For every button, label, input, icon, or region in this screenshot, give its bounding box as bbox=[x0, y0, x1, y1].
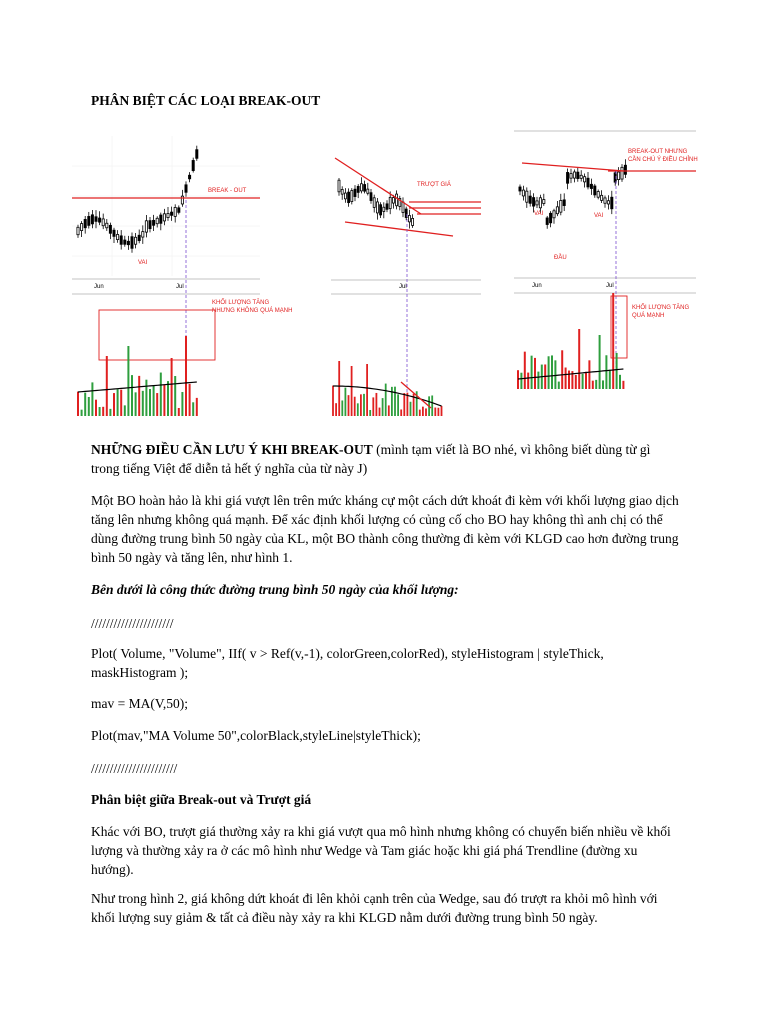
candle-body bbox=[81, 224, 83, 231]
candle-body bbox=[556, 207, 558, 214]
candle-body bbox=[412, 218, 414, 225]
volume-bar bbox=[385, 384, 387, 416]
volume-bars bbox=[77, 336, 198, 416]
volume-bar bbox=[372, 397, 374, 416]
candle-body bbox=[567, 172, 569, 183]
volume-bar bbox=[109, 409, 111, 416]
volume-bar bbox=[95, 400, 97, 416]
volume-bar bbox=[185, 336, 187, 416]
volume-bar bbox=[338, 361, 340, 416]
candle-body bbox=[553, 211, 555, 218]
volume-bar bbox=[332, 386, 334, 416]
candle-body bbox=[546, 218, 548, 225]
axis-jul: Jul bbox=[399, 284, 407, 290]
candle-body bbox=[348, 192, 350, 202]
volume-bar bbox=[578, 329, 580, 389]
candle-body bbox=[360, 184, 362, 191]
volume-bar bbox=[388, 405, 390, 416]
candle-body bbox=[550, 213, 552, 223]
paragraph-1-body: (mình tạm viết là BO nhé, vì không biết dùng từ gì trong tiếng Việt để diễn tả hết ý nghĩa của từ này J) bbox=[91, 442, 651, 476]
candle-body bbox=[341, 189, 343, 194]
candle-body bbox=[149, 221, 151, 229]
volume-bar bbox=[619, 375, 621, 389]
volume-bar bbox=[394, 387, 396, 416]
figures-row bbox=[0, 128, 768, 418]
document-title: PHÂN BIỆT CÁC LOẠI BREAK-OUT bbox=[91, 93, 321, 108]
price-candles bbox=[77, 146, 198, 253]
volume-bar bbox=[149, 389, 151, 416]
candle-body bbox=[587, 178, 589, 187]
candle-body bbox=[573, 172, 575, 178]
paragraph-4: Khác với BO, trượt giá thường xảy ra khi giá vượt qua mô hình nhưng không có chuyển biến nhiều về khối lượng và thường xảy ra ở các mô hình như Wedge và Tam giác hoặc khi giá phá Trendline (đường xu hướng). bbox=[91, 824, 671, 877]
candle-body bbox=[370, 193, 372, 201]
candle-body bbox=[594, 186, 596, 195]
volume-bar bbox=[441, 406, 443, 416]
figure-2-svg bbox=[331, 156, 481, 418]
volume-bar bbox=[612, 293, 614, 389]
volume-bar bbox=[345, 388, 347, 416]
candle-body bbox=[364, 185, 366, 192]
candle-body bbox=[618, 172, 620, 180]
candle-body bbox=[389, 197, 391, 208]
volume-bar bbox=[360, 394, 362, 416]
candle-body bbox=[607, 201, 609, 204]
candle-body bbox=[577, 172, 579, 178]
volume-bar bbox=[403, 393, 405, 416]
candle-body bbox=[543, 200, 545, 204]
candle-body bbox=[536, 201, 538, 205]
volume-bar bbox=[379, 408, 381, 416]
volume-bar bbox=[102, 407, 104, 416]
candle-body bbox=[560, 200, 562, 212]
volume-ma-line bbox=[518, 369, 623, 379]
candle-body bbox=[408, 215, 410, 221]
candle-body bbox=[354, 189, 356, 196]
figure-1-breakout-chart bbox=[72, 136, 293, 418]
figure-3-headshoulders-chart bbox=[514, 131, 696, 418]
volume-bar bbox=[113, 393, 115, 416]
candle-body bbox=[367, 189, 369, 193]
volume-bar bbox=[167, 381, 169, 416]
volume-bar bbox=[434, 408, 436, 416]
candle-body bbox=[163, 214, 165, 221]
figure-3-svg bbox=[514, 131, 696, 418]
volume-bar bbox=[561, 350, 563, 389]
axis-jun: Jun bbox=[94, 284, 104, 290]
axis-jul: Jul bbox=[176, 284, 184, 290]
volume-bar bbox=[524, 352, 526, 389]
candle-body bbox=[386, 204, 388, 209]
volume-bar bbox=[88, 397, 90, 416]
volume-bar bbox=[160, 373, 162, 416]
dau-label: ĐẦU bbox=[554, 255, 567, 261]
volume-bar bbox=[425, 408, 427, 416]
slip-label: TRƯỢT GIÁ bbox=[417, 182, 451, 188]
candle-body bbox=[338, 180, 340, 192]
volume-bar bbox=[582, 374, 584, 389]
candle-body bbox=[178, 208, 180, 213]
volume-bar bbox=[585, 372, 587, 389]
volume-bar bbox=[419, 410, 421, 416]
axis-jun: Jun bbox=[532, 283, 542, 289]
volume-bar bbox=[124, 405, 126, 416]
volume-bar bbox=[369, 410, 371, 416]
volume-bar bbox=[622, 381, 624, 389]
volume-bars bbox=[332, 361, 442, 416]
volume-bar bbox=[153, 386, 155, 416]
volume-bar bbox=[397, 394, 399, 416]
candle-body bbox=[396, 194, 398, 206]
candle-body bbox=[120, 236, 122, 244]
volume-bar bbox=[363, 394, 365, 416]
candle-body bbox=[135, 237, 137, 244]
candle-body bbox=[138, 235, 140, 240]
volume-label-2: QUÁ MẠNH bbox=[632, 313, 665, 319]
volume-bar bbox=[99, 407, 101, 416]
volume-bar bbox=[174, 376, 176, 416]
candle-body bbox=[109, 225, 111, 233]
volume-ma-line bbox=[78, 382, 197, 392]
candle-body bbox=[584, 177, 586, 182]
volume-bar bbox=[400, 409, 402, 416]
volume-bar bbox=[602, 380, 604, 389]
candle-body bbox=[185, 185, 187, 192]
candle-body bbox=[373, 198, 375, 208]
volume-bar bbox=[609, 370, 611, 389]
vai-left: VAI bbox=[534, 211, 544, 217]
candle-body bbox=[153, 220, 155, 225]
candle-body bbox=[174, 207, 176, 216]
candle-body bbox=[563, 200, 565, 206]
candle-body bbox=[529, 196, 531, 203]
volume-bar bbox=[189, 384, 191, 416]
volume-bar bbox=[142, 391, 144, 416]
volume-bar bbox=[376, 393, 378, 416]
volume-label-1: KHỐI LƯỢNG TĂNG bbox=[632, 305, 690, 311]
volume-bar bbox=[163, 385, 165, 416]
volume-bar bbox=[537, 372, 539, 389]
candle-body bbox=[344, 193, 346, 199]
candle-body bbox=[117, 234, 119, 239]
candle-body bbox=[383, 207, 385, 211]
volume-bar bbox=[106, 356, 108, 416]
section-heading: Phân biệt giữa Break-out và Trượt giá bbox=[91, 792, 312, 807]
volume-bar bbox=[91, 382, 93, 416]
volume-bar bbox=[565, 368, 567, 389]
volume-bar bbox=[366, 364, 368, 416]
volume-bar bbox=[527, 373, 529, 389]
volume-bar bbox=[171, 358, 173, 416]
paragraph-2: Một BO hoàn hảo là khi giá vượt lên trên mức kháng cự một cách dứt khoát đi kèm với khối lượng giao dịch tăng lên nhưng không quá mạnh. Để xác định khối lượng có củng cố cho BO hay không thì anh chị có thể dùng đường trung bình 50 ngày của KL, một BO thành công thường đi kèm với KLGD cao hơn đường trung bình 50 ngày và tăng lên, như hình 1. bbox=[91, 493, 679, 565]
volume-bar bbox=[178, 408, 180, 416]
volume-box bbox=[99, 310, 215, 360]
candle-body bbox=[160, 215, 162, 223]
candle-body bbox=[77, 227, 79, 234]
volume-bar bbox=[335, 403, 337, 416]
volume-bar bbox=[605, 355, 607, 389]
volume-bar bbox=[431, 395, 433, 416]
candle-body bbox=[171, 212, 173, 215]
candle-body bbox=[131, 237, 133, 249]
volume-bar bbox=[351, 366, 353, 416]
candle-body bbox=[580, 175, 582, 178]
candle-body bbox=[145, 221, 147, 232]
volume-bar bbox=[568, 371, 570, 389]
volume-bar bbox=[534, 358, 536, 389]
paragraph-1-heading: NHỮNG ĐIỀU CẦN LƯU Ý KHI BREAK-OUT bbox=[91, 442, 373, 457]
volume-bar bbox=[438, 408, 440, 416]
volume-bar bbox=[84, 393, 86, 416]
volume-bar bbox=[341, 400, 343, 416]
volume-bar bbox=[81, 410, 83, 416]
breakout-label: BREAK - OUT bbox=[208, 188, 247, 194]
volume-bar bbox=[520, 373, 522, 389]
candle-body bbox=[106, 223, 108, 228]
slashes-top: ////////////////////// bbox=[91, 616, 174, 631]
volume-bar bbox=[181, 392, 183, 416]
volume-bar bbox=[138, 376, 140, 416]
candle-body bbox=[127, 241, 129, 244]
volume-bar bbox=[558, 382, 560, 389]
candle-body bbox=[624, 165, 626, 174]
candle-body bbox=[539, 198, 541, 208]
volume-bar bbox=[117, 389, 119, 416]
candle-body bbox=[99, 218, 101, 222]
candle-body bbox=[88, 216, 90, 225]
volume-bar bbox=[127, 346, 129, 416]
candle-body bbox=[142, 232, 144, 237]
candle-body bbox=[519, 187, 521, 191]
volume-bar bbox=[410, 402, 412, 416]
volume-bar bbox=[120, 390, 122, 416]
slashes-bottom: /////////////////////// bbox=[91, 761, 178, 776]
volume-bar bbox=[517, 370, 519, 389]
candle-body bbox=[611, 197, 613, 209]
candle-body bbox=[376, 202, 378, 213]
candle-body bbox=[526, 191, 528, 202]
candle-body bbox=[113, 230, 115, 236]
candle-body bbox=[102, 219, 104, 226]
volume-bar bbox=[592, 381, 594, 389]
candle-body bbox=[351, 191, 353, 202]
candle-body bbox=[181, 196, 183, 204]
neckline bbox=[522, 163, 624, 171]
label-1: BREAK-OUT NHƯNG bbox=[628, 149, 688, 155]
candle-body bbox=[533, 198, 535, 207]
vai-label: VAI bbox=[138, 260, 148, 266]
candle-body bbox=[189, 175, 191, 179]
formula-intro: Bên dưới là công thức đường trung bình 50 ngày của khối lượng: bbox=[91, 582, 459, 597]
volume-bar bbox=[196, 398, 198, 416]
paragraph-1 bbox=[91, 440, 681, 478]
candle-body bbox=[84, 219, 86, 227]
candle-body bbox=[392, 198, 394, 203]
volume-bar bbox=[156, 393, 158, 416]
candle-body bbox=[91, 215, 93, 224]
volume-bar bbox=[192, 402, 194, 416]
candle-body bbox=[601, 195, 603, 200]
volume-bar bbox=[357, 403, 359, 416]
candle-body bbox=[192, 160, 194, 170]
volume-bar bbox=[548, 356, 550, 389]
code-line-3: Plot(mav,"MA Volume 50",colorBlack,styleLine|styleThick); bbox=[91, 728, 421, 743]
volume-bar bbox=[354, 397, 356, 416]
volume-bar bbox=[554, 360, 556, 389]
candle-body bbox=[357, 186, 359, 192]
candle-body bbox=[590, 184, 592, 188]
axis-jul: Jul bbox=[606, 283, 614, 289]
candle-body bbox=[621, 167, 623, 179]
code-line-2: mav = MA(V,50); bbox=[91, 696, 188, 711]
volume-bar bbox=[77, 392, 79, 416]
candle-body bbox=[124, 240, 126, 244]
vai-right: VAI bbox=[594, 213, 604, 219]
volume-bar bbox=[599, 335, 601, 389]
volume-bar bbox=[588, 360, 590, 389]
paragraph-5: Như trong hình 2, giá không dứt khoát đi lên khỏi cạnh trên của Wedge, sau đó trượt ra khỏi mô hình với khối lượng suy giảm & tất cả điều này xảy ra khi KLGD nằm dưới đường trung bình 50 ngày. bbox=[91, 891, 658, 925]
candle-body bbox=[597, 192, 599, 198]
volume-bar bbox=[616, 353, 618, 389]
candle-body bbox=[95, 217, 97, 222]
candle-body bbox=[570, 174, 572, 179]
figure-2-slippage-chart bbox=[331, 156, 481, 418]
volume-bar bbox=[531, 356, 533, 389]
volume-bar bbox=[145, 380, 147, 416]
candle-body bbox=[167, 213, 169, 217]
wedge-bottom bbox=[345, 222, 453, 236]
candle-body bbox=[196, 150, 198, 159]
figure-1-svg bbox=[72, 136, 293, 418]
volume-bar bbox=[135, 392, 137, 416]
volume-bar bbox=[422, 407, 424, 416]
candle-body bbox=[604, 198, 606, 203]
volume-bar bbox=[382, 398, 384, 416]
volume-bar bbox=[595, 380, 597, 389]
candle-body bbox=[402, 202, 404, 212]
volume-bar bbox=[575, 375, 577, 389]
volume-bar bbox=[551, 355, 553, 389]
volume-label-2: NHƯNG KHÔNG QUÁ MẠNH bbox=[212, 308, 293, 314]
volume-label-1: KHỐI LƯỢNG TĂNG bbox=[212, 300, 270, 306]
candle-body bbox=[522, 190, 524, 196]
candle-body bbox=[380, 205, 382, 215]
volume-bar bbox=[348, 395, 350, 416]
volume-bar bbox=[131, 375, 133, 416]
candle-body bbox=[156, 218, 158, 223]
code-line-1: Plot( Volume, "Volume", IIf( v > Ref(v,-1), colorGreen,colorRed), styleHistogram | styleThick, maskHistogram ); bbox=[91, 646, 604, 680]
label-2: CẦN CHÚ Ý ĐIỀU CHỈNH bbox=[628, 157, 698, 163]
